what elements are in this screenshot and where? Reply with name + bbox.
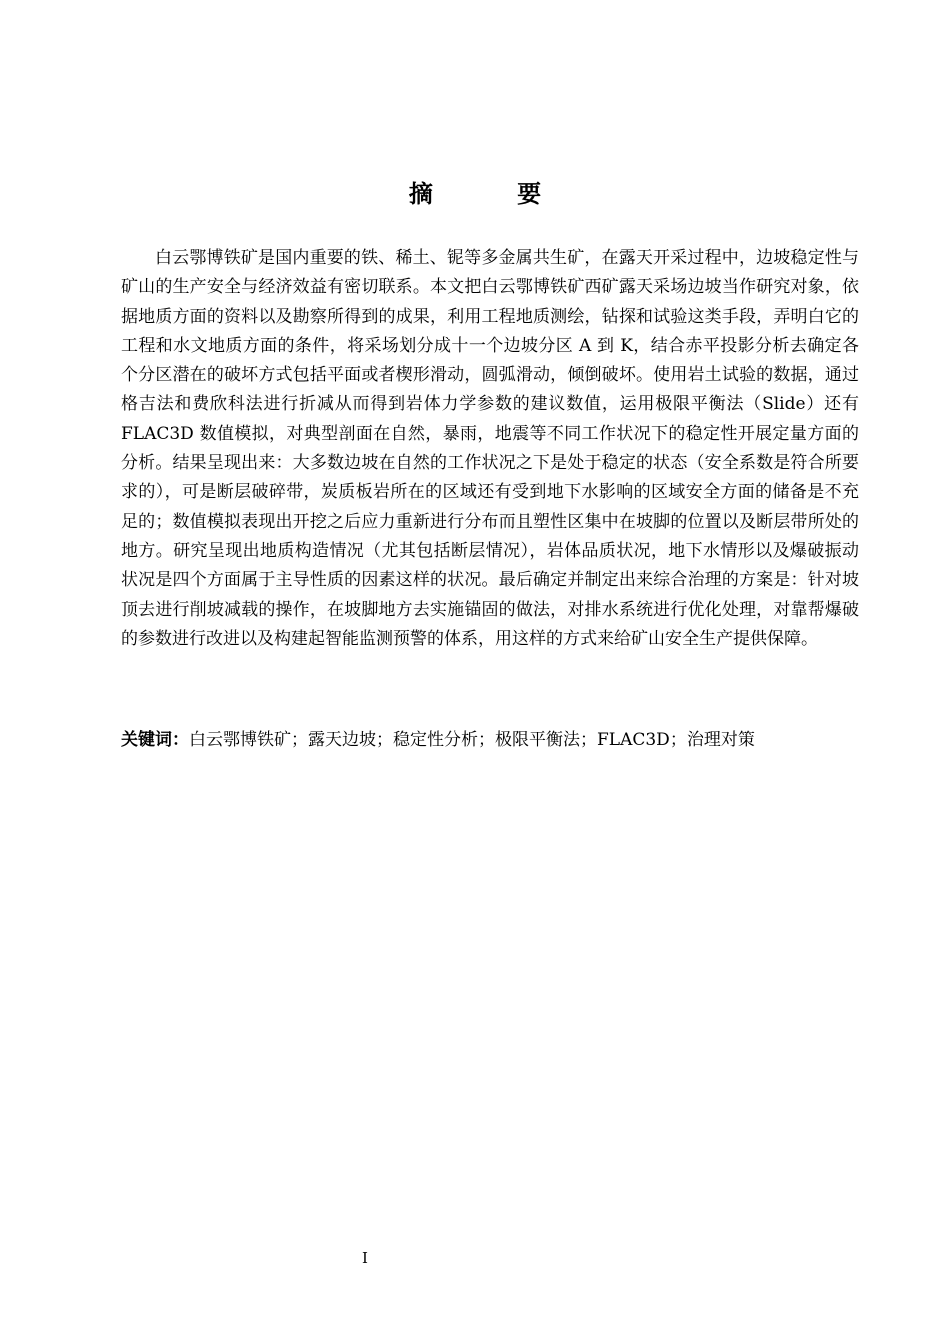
page-number: I bbox=[362, 1249, 368, 1267]
keywords-line bbox=[121, 726, 859, 755]
keywords-label: 关键词： bbox=[121, 730, 189, 750]
keywords-text: 白云鄂博铁矿；露天边坡；稳定性分析；极限平衡法；FLAC3D；治理对策 bbox=[189, 730, 755, 750]
abstract-title: 摘 要 bbox=[408, 179, 580, 208]
abstract-body: 白云鄂博铁矿是国内重要的铁、稀土、铌等多金属共生矿，在露天开采过程中，边坡稳定性与矿山的生产安全与经济效益有密切联系。本文把白云鄂博铁矿西矿露天采场边坡当作研究对象，依据地质方面的资料以及勘察所得到的成果，利用工程地质测绘，钻探和试验这类手段，弄明白它的工程和水文地质方面的条件，将采场划分成十一个边坡分区 A 到 K，结合赤平投影分析去确定各个分区潜在的破坏方式包括平面或者楔形滑动，圆弧滑动，倾倒破坏。使用岩土试验的数据，通过格吉法和费欣科法进行折减从而得到岩体力学参数的建议数值，运用极限平衡法（Slide）还有 FLAC3D 数值模拟，对典型剖面在自然，暴雨，地震等不同工作状况下的稳定性开展定量方面的分析。结果呈现出来：大多数边坡在自然的工作状况之下是处于稳定的状态（安全系数是符合所要求的），可是断层破碎带，炭质板岩所在的区域还有受到地下水影响的区域安全方面的储备是不充足的；数值模拟表现出开挖之后应力重新进行分布而且塑性区集中在坡脚的位置以及断层带所处的地方。研究呈现出地质构造情况（尤其包括断层情况），岩体品质状况，地下水情形以及爆破振动状况是四个方面属于主导性质的因素这样的状况。最后确定并制定出来综合治理的方案是：针对坡顶去进行削坡减载的操作，在坡脚地方去实施锚固的做法，对排水系统进行优化处理，对靠帮爆破的参数进行改进以及构建起智能监测预警的体系，用这样的方式来给矿山安全生产提供保障。 bbox=[121, 248, 859, 649]
